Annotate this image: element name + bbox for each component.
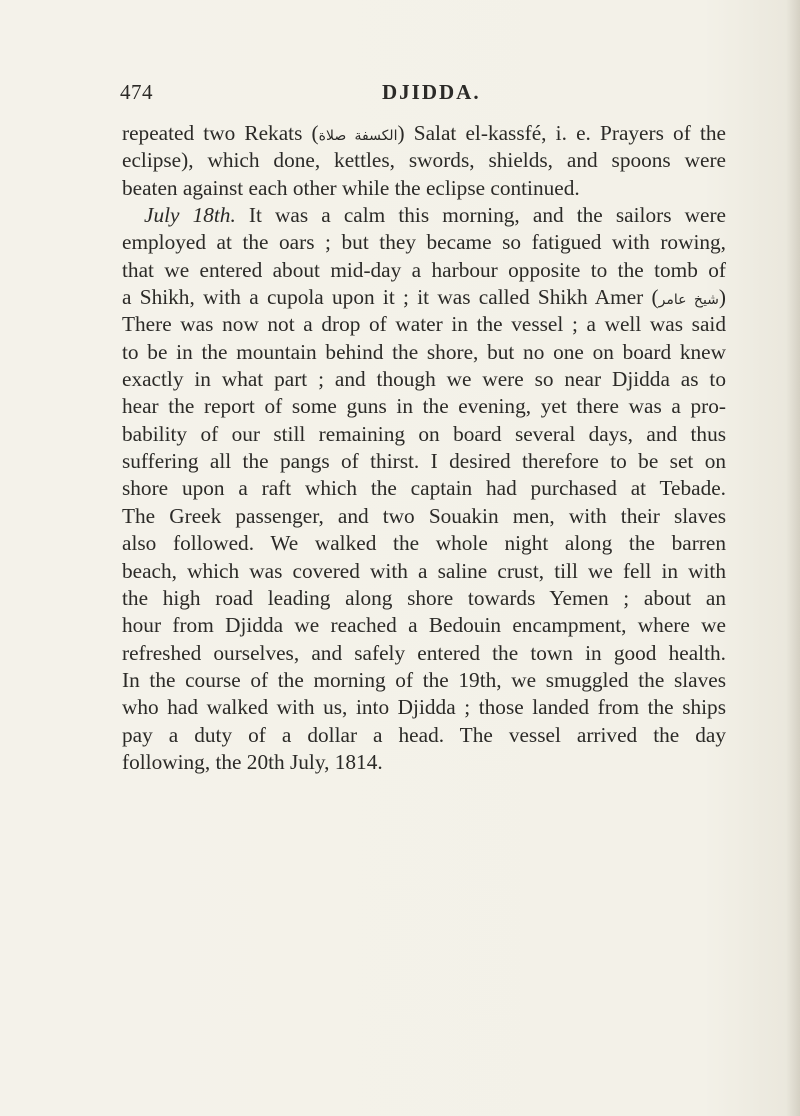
text-line: refreshed ourselves, and safely entered the town in good health. — [122, 640, 726, 665]
text-line: the high road leading along shore towards Yemen ; about an — [122, 585, 726, 610]
text-line: July 18th. It was a calm this morning, and the sailors were — [144, 203, 726, 228]
text-line: to be in the mountain behind the shore, but no one on board knew — [122, 339, 726, 364]
text-line: The Greek passenger, and two Souakin men, with their slaves — [122, 503, 726, 528]
text-line: exactly in what part ; and though we were so near Djidda as to — [122, 367, 726, 392]
text-line: bability of our still remaining on board several days, and thus — [122, 421, 726, 446]
diary-date: July 18th. — [144, 203, 236, 228]
page-edge-shadow — [786, 0, 800, 1116]
text-line: who had walked with us, into Djidda ; those landed from the ships — [122, 695, 726, 720]
text-line: eclipse), which done, kettles, swords, shields, and spoons were — [122, 148, 726, 173]
text-line: In the course of the morning of the 19th, we smuggled the slaves — [122, 667, 726, 692]
text-line: beaten against each other while the eclipse continued. — [122, 175, 580, 200]
text-line: repeated two Rekats (الكسفة صلاة) Salat el-kassfé, i. e. Prayers of the — [122, 121, 726, 145]
text-line: hour from Djidda we reached a Bedouin encampment, where we — [122, 613, 726, 638]
text-line: following, the 20th July, 1814. — [122, 749, 383, 774]
text-line: suffering all the pangs of thirst. I desired therefore to be set on — [122, 449, 726, 474]
running-head: DJIDDA. — [382, 80, 481, 104]
text-line: employed at the oars ; but they became so fatigued with rowing, — [122, 230, 726, 255]
text-line: shore upon a raft which the captain had purchased at Tebade. — [122, 476, 726, 501]
text-line: beach, which was covered with a saline crust, till we fell in with — [122, 558, 726, 583]
text-line: also followed. We walked the whole night along the barren — [122, 531, 726, 556]
arabic-phrase: شيخ عامر — [658, 292, 719, 309]
text-line: that we entered about mid-day a harbour opposite to the tomb of — [122, 257, 726, 282]
arabic-phrase: الكسفة صلاة — [318, 128, 398, 144]
text-line: There was now not a drop of water in the vessel ; a well was said — [122, 312, 726, 337]
text-line: a Shikh, with a cupola upon it ; it was called Shikh Amer (شيخ عامر) — [122, 285, 726, 310]
page-number: 474 — [120, 80, 153, 104]
page-header — [120, 80, 700, 110]
text-line: pay a duty of a dollar a head. The vessel arrived the day — [122, 722, 726, 747]
text-line: hear the report of some guns in the evening, yet there was a pro- — [122, 394, 726, 419]
body-text — [122, 120, 726, 776]
